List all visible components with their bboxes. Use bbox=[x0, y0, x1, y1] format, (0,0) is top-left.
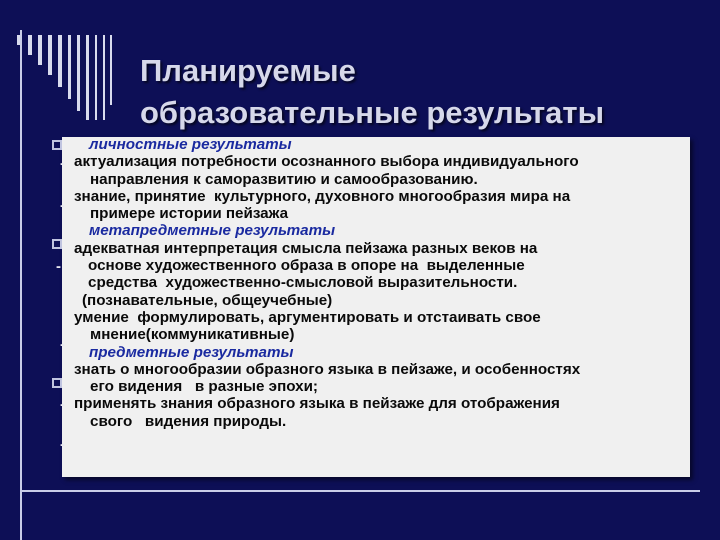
list-item-line: адекватная интерпретация смысла пейзажа разных веков на bbox=[74, 239, 538, 257]
personal-results-heading: личностные результаты bbox=[89, 136, 292, 153]
list-item-line: примере истории пейзажа bbox=[90, 205, 289, 223]
square-bullet-icon bbox=[52, 239, 62, 249]
subject-results-heading: предметные результаты bbox=[89, 343, 294, 361]
results-list bbox=[62, 136, 702, 430]
title-line-2: образовательные результаты bbox=[140, 95, 605, 130]
dash-marker: - bbox=[56, 258, 61, 275]
list-item-line: средства художественно-смысловой выразительности. bbox=[88, 274, 518, 292]
list-item-line: основе художественного образа в опоре на выделенные bbox=[88, 257, 525, 275]
dash-marker: - bbox=[60, 197, 65, 214]
list-item-line: мнение(коммуникативные) bbox=[90, 326, 295, 344]
dash-marker: - bbox=[60, 436, 65, 453]
list-item-line: знание, принятие культурного, духовного многообразия мира на bbox=[74, 187, 571, 205]
slide-title bbox=[140, 50, 700, 134]
list-item-line: применять знания образного языка в пейзаже для отображения bbox=[74, 395, 560, 413]
decorative-bars bbox=[0, 0, 150, 120]
list-item-line: направления к саморазвитию и самообразованию. bbox=[90, 170, 478, 188]
decorative-vertical-line bbox=[20, 30, 22, 540]
dash-marker: - bbox=[60, 396, 65, 413]
list-item-line: знать о многообразии образного языка в пейзаже, и особенностях bbox=[74, 360, 581, 378]
title-line-1: Планируемые bbox=[140, 53, 356, 88]
metasubject-results-heading: метапредметные результаты bbox=[89, 222, 336, 240]
list-item-line: умение формулировать, аргументировать и отстаивать свое bbox=[74, 308, 541, 326]
list-item-line: (познавательные, общеучебные) bbox=[82, 291, 333, 309]
list-item-line: свого видения природы. bbox=[90, 412, 287, 430]
square-bullet-icon bbox=[52, 140, 62, 150]
list-item-line: его видения в разные эпохи; bbox=[90, 378, 318, 396]
dash-marker: - bbox=[60, 336, 65, 353]
dash-marker: - bbox=[60, 155, 65, 172]
decorative-horizontal-line bbox=[20, 490, 700, 492]
list-item-line: актуализация потребности осознанного выбора индивидуального bbox=[74, 153, 579, 171]
square-bullet-icon bbox=[52, 378, 62, 388]
